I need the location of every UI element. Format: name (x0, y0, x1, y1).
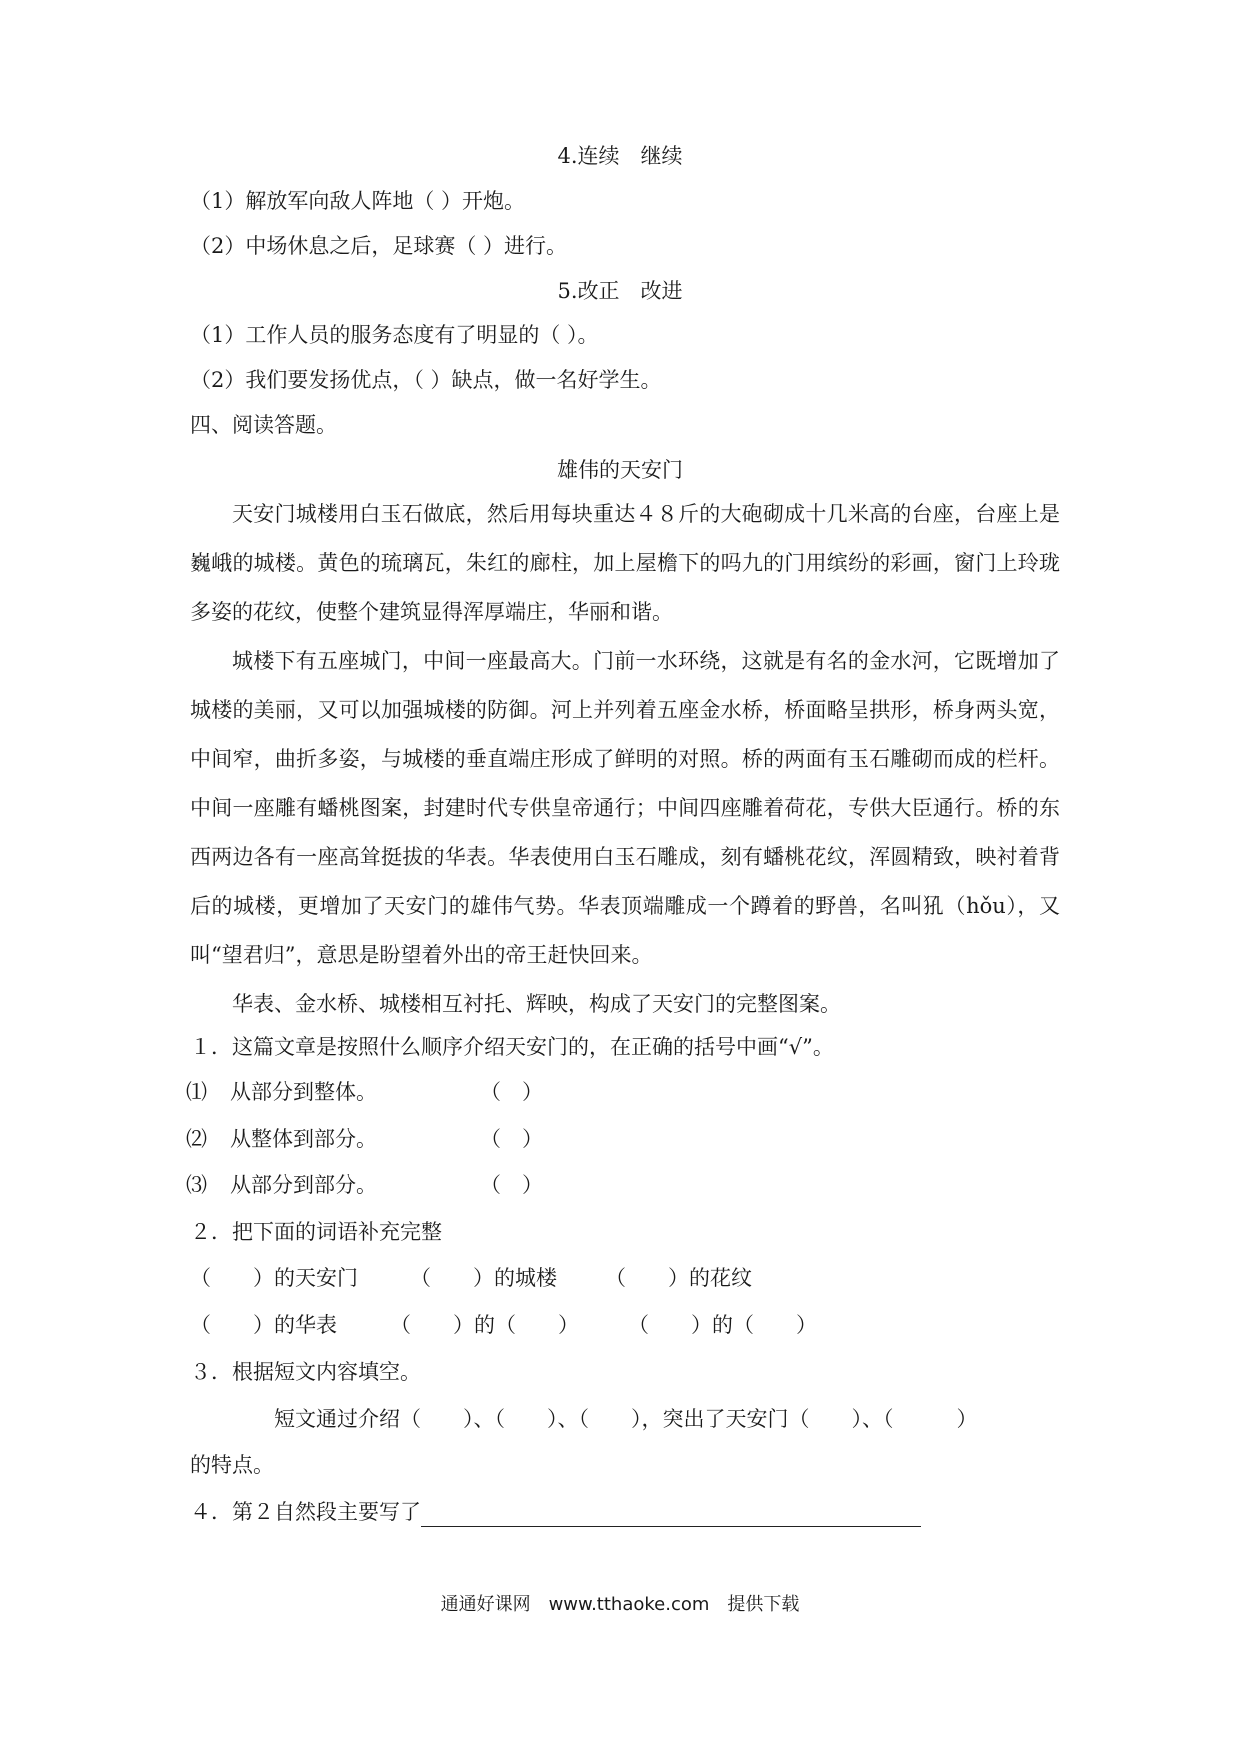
question-2-stem: ２．把下面的词语补充完整 (190, 1220, 442, 1244)
question-4-row (190, 1497, 921, 1527)
word-pair-5-item-1: （1）工作人员的服务态度有了明显的（ ）。 (190, 323, 599, 347)
word-pair-4-item-1: （1）解放军向敌人阵地（ ）开炮。 (190, 189, 526, 213)
reading-paragraph-2: 城楼下有五座城门，中间一座最高大。门前一水环绕，这就是有名的金水河，它既增加了城楼的美丽，又可以加强城楼的防御。河上并列着五座金水桥，桥面略呈拱形，桥身两头宽，中间窄，曲折多姿，与城楼的垂直端庄形成了鲜明的对照。桥的两面有玉石雕砌而成的栏杆。中间一座雕有蟠桃图案，封建时代专供皇帝通行；中间四座雕着荷花，专供大臣通行。桥的东西两边各有一座高耸挺拔的华表。华表使用白玉石雕成，刻有蟠桃花纹，浑圆精致，映衬着背后的城楼，更增加了天安门的雄伟气势。华表顶端雕成一个蹲着的野兽，名叫犼（hǒu），又叫“望君归”，意思是盼望着外出的帝王赶快回来。 (190, 649, 1060, 967)
page-footer: 通通好课网 www.tthaoke.com 提供下载 (440, 1594, 800, 1615)
q1-option-2-text: 从整体到部分。 (230, 1127, 377, 1151)
reading-section-heading: 四、阅读答题。 (190, 413, 337, 437)
reading-paragraph-3: 华表、金水桥、城楼相互衬托、辉映，构成了天安门的完整图案。 (232, 992, 841, 1016)
q4-answer-line[interactable] (421, 1504, 921, 1527)
q1-option-1-answer-paren[interactable]: （ ） (480, 1080, 543, 1104)
reading-title: 雄伟的天安门 (557, 458, 683, 482)
reading-paragraph-1: 天安门城楼用白玉石做底，然后用每块重达４８斤的大砲砌成十几米高的台座，台座上是巍峨的城楼。黄色的琉璃瓦，朱红的廊柱，加上屋檐下的吗九的门用缤纷的彩画，窗门上玲珑多姿的花纹，使整个建筑显得浑厚端庄，华丽和谐。 (190, 502, 1060, 624)
q2-blank-5[interactable]: （ ）的（ ） (390, 1313, 579, 1337)
q1-option-3-text: 从部分到部分。 (230, 1173, 377, 1197)
q1-option-3-num: ⑶ (186, 1173, 207, 1197)
q1-option-2-num: ⑵ (186, 1127, 207, 1151)
word-pair-heading-4: 4.连续 继续 (557, 144, 683, 168)
q2-blank-1[interactable]: （ ）的天安门 (190, 1266, 358, 1290)
q2-blank-2[interactable]: （ ）的城楼 (410, 1266, 557, 1290)
q3-fill-line[interactable]: 短文通过介绍（ ）、（ ）、（ ），突出了天安门（ ）、（ ） (274, 1407, 978, 1431)
word-pair-heading-5: 5.改正 改进 (557, 279, 683, 303)
question-4-stem: ４．第２自然段主要写了 (190, 1500, 421, 1524)
q2-blank-3[interactable]: （ ）的花纹 (605, 1266, 752, 1290)
q1-option-1-num: ⑴ (186, 1080, 207, 1104)
q1-option-2-answer-paren[interactable]: （ ） (480, 1127, 543, 1151)
q2-blank-4[interactable]: （ ）的华表 (190, 1313, 337, 1337)
question-1-stem: １．这篇文章是按照什么顺序介绍天安门的，在正确的括号中画“√”。 (190, 1035, 834, 1059)
q1-option-3-answer-paren[interactable]: （ ） (480, 1173, 543, 1197)
q2-blank-6[interactable]: （ ）的（ ） (628, 1313, 817, 1337)
q3-fill-line-end: 的特点。 (190, 1453, 274, 1477)
word-pair-5-item-2: （2）我们要发扬优点，（ ）缺点，做一名好学生。 (190, 368, 662, 392)
question-3-stem: ３．根据短文内容填空。 (190, 1360, 421, 1384)
word-pair-4-item-2: （2）中场休息之后，足球赛（ ）进行。 (190, 234, 568, 258)
q1-option-1-text: 从部分到整体。 (230, 1080, 377, 1104)
